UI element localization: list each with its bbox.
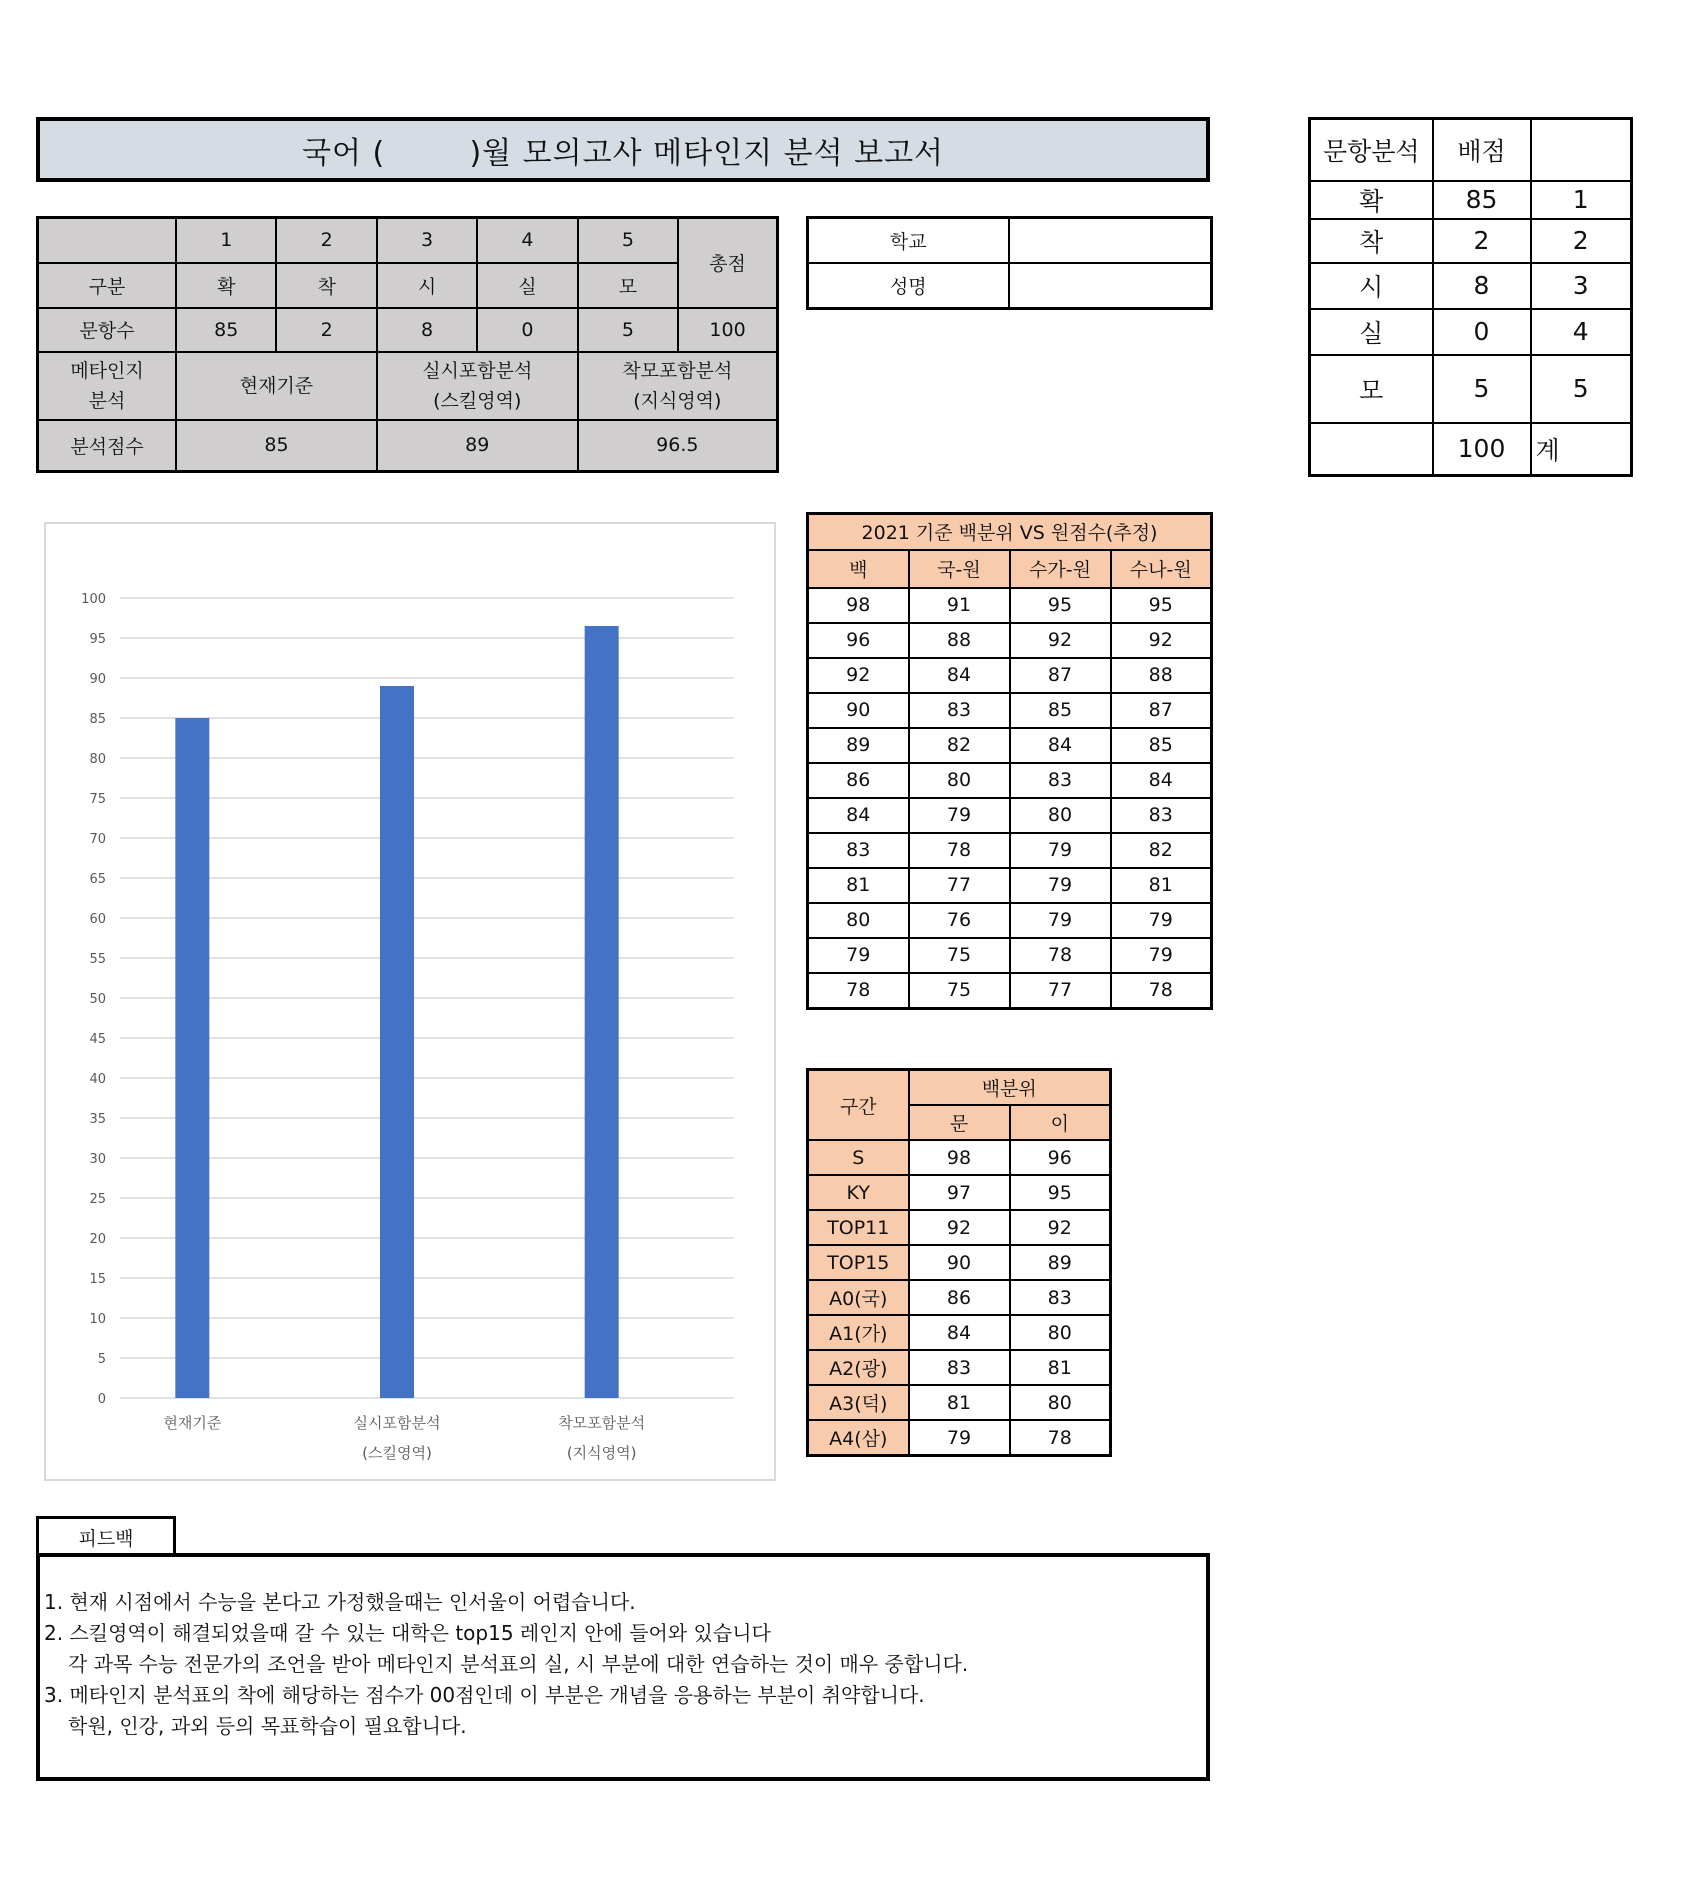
item-row-score: 2 <box>1433 219 1531 263</box>
summary-table <box>36 216 779 473</box>
percentile-cell: 84 <box>909 658 1010 693</box>
range-value-cell: 92 <box>909 1210 1010 1245</box>
y-tick-label: 0 <box>97 1392 106 1407</box>
x-tick-label: (스킬영역) <box>362 1444 432 1462</box>
percentile-row <box>808 833 1212 868</box>
percentile-row <box>808 728 1212 763</box>
range-name-cell: S <box>808 1140 909 1175</box>
range-value-cell: 80 <box>1010 1315 1111 1350</box>
range-subheader: 이 <box>1010 1105 1111 1140</box>
percentile-cell: 78 <box>808 973 909 1009</box>
y-tick-label: 85 <box>89 712 106 727</box>
percentile-cell: 82 <box>1111 833 1212 868</box>
item-row-label: 실 <box>1310 309 1433 355</box>
feedback-line: 각 과목 수능 전문가의 조언을 받아 메타인지 분석표의 실, 시 부분에 대한 연습하는 것이 매우 중합니다. <box>68 1652 969 1676</box>
range-row <box>808 1175 1111 1210</box>
summary-count-5: 5 <box>578 308 678 352</box>
percentile-table <box>806 512 1213 1010</box>
summary-meta-knowledge: 착모포함분석 (지식영역) <box>578 352 778 420</box>
percentile-row <box>808 658 1212 693</box>
percentile-cell: 87 <box>1010 658 1111 693</box>
range-value-cell: 97 <box>909 1175 1010 1210</box>
percentile-cell: 79 <box>1010 868 1111 903</box>
summary-category-4: 실 <box>477 263 577 308</box>
percentile-row <box>808 903 1212 938</box>
percentile-cell: 84 <box>1111 763 1212 798</box>
range-row <box>808 1420 1111 1456</box>
bar-3 <box>585 626 619 1398</box>
percentile-table-title: 2021 기준 백분위 VS 원점수(추정) <box>808 514 1212 550</box>
range-value-cell: 89 <box>1010 1245 1111 1280</box>
percentile-cell: 90 <box>808 693 909 728</box>
x-tick-label: 실시포함분석 <box>353 1414 441 1432</box>
y-tick-label: 50 <box>89 992 106 1007</box>
summary-corner-cell <box>38 218 177 263</box>
name-value[interactable] <box>1009 263 1212 309</box>
range-value-cell: 98 <box>909 1140 1010 1175</box>
summary-num-5: 5 <box>578 218 678 263</box>
y-tick-label: 25 <box>89 1192 106 1207</box>
percentile-cell: 83 <box>808 833 909 868</box>
score-bar-chart <box>44 522 776 1481</box>
percentile-cell: 87 <box>1111 693 1212 728</box>
summary-category-2: 착 <box>276 263 376 308</box>
percentile-cell: 98 <box>808 588 909 623</box>
percentile-cell: 78 <box>909 833 1010 868</box>
percentile-row <box>808 763 1212 798</box>
school-label: 학교 <box>808 218 1009 264</box>
summary-total-value: 100 <box>678 308 777 352</box>
summary-count-1: 85 <box>176 308 276 352</box>
range-value-cell: 81 <box>909 1385 1010 1420</box>
range-value-cell: 83 <box>909 1350 1010 1385</box>
item-total-score: 100 <box>1433 423 1531 476</box>
summary-score-current: 85 <box>176 420 377 472</box>
y-tick-label: 30 <box>89 1152 106 1167</box>
report-title <box>36 117 1210 182</box>
percentile-cell: 85 <box>1111 728 1212 763</box>
summary-count-label: 문항수 <box>38 308 177 352</box>
item-analysis-table <box>1308 117 1633 477</box>
range-value-cell: 79 <box>909 1420 1010 1456</box>
y-tick-label: 5 <box>97 1352 106 1367</box>
percentile-cell: 83 <box>1010 763 1111 798</box>
percentile-cell: 79 <box>1010 903 1111 938</box>
percentile-cell: 84 <box>808 798 909 833</box>
percentile-cell: 89 <box>808 728 909 763</box>
percentile-header: 백 <box>808 550 909 588</box>
chart-canvas <box>46 524 774 1479</box>
percentile-header: 수가-원 <box>1010 550 1111 588</box>
percentile-cell: 78 <box>1111 973 1212 1009</box>
feedback-line: 3. 메타인지 분석표의 착에 해당하는 점수가 00점인데 이 부분은 개념을 응용하는 부분이 취약합니다. <box>44 1683 925 1707</box>
y-tick-label: 40 <box>89 1072 106 1087</box>
y-tick-label: 60 <box>89 912 106 927</box>
item-row-label: 시 <box>1310 263 1433 309</box>
item-row-index: 1 <box>1531 181 1632 219</box>
item-total-label: 계 <box>1531 423 1632 476</box>
range-value-cell: 86 <box>909 1280 1010 1315</box>
range-value-cell: 84 <box>909 1315 1010 1350</box>
range-label: 구간 <box>808 1070 909 1141</box>
summary-meta-label: 메타인지 분석 <box>38 352 177 420</box>
range-name-cell: A2(광) <box>808 1350 909 1385</box>
item-row-index: 2 <box>1531 219 1632 263</box>
feedback-box <box>36 1553 1210 1781</box>
item-header-analysis: 문항분석 <box>1310 119 1433 181</box>
percentile-cell: 83 <box>909 693 1010 728</box>
percentile-cell: 75 <box>909 938 1010 973</box>
percentile-cell: 79 <box>909 798 1010 833</box>
percentile-cell: 81 <box>1111 868 1212 903</box>
y-tick-label: 10 <box>89 1312 106 1327</box>
feedback-line: 2. 스킬영역이 해결되었을때 갈 수 있는 대학은 top15 레인지 안에 들어와 있습니다 <box>44 1621 771 1645</box>
range-row <box>808 1245 1111 1280</box>
percentile-cell: 80 <box>909 763 1010 798</box>
summary-num-2: 2 <box>276 218 376 263</box>
percentile-header: 국-원 <box>909 550 1010 588</box>
y-tick-label: 55 <box>89 952 106 967</box>
name-label: 성명 <box>808 263 1009 309</box>
summary-category-5: 모 <box>578 263 678 308</box>
percentile-cell: 79 <box>1111 938 1212 973</box>
x-tick-label: 현재기준 <box>163 1414 222 1432</box>
range-subheader: 문 <box>909 1105 1010 1140</box>
feedback-tab-label: 피드백 <box>78 1528 134 1550</box>
y-tick-label: 90 <box>89 672 106 687</box>
percentile-cell: 76 <box>909 903 1010 938</box>
summary-num-3: 3 <box>377 218 477 263</box>
summary-meta-current: 현재기준 <box>176 352 377 420</box>
summary-meta-skill: 실시포함분석 (스킬영역) <box>377 352 578 420</box>
summary-count-3: 8 <box>377 308 477 352</box>
summary-score-label: 분석점수 <box>38 420 177 472</box>
percentile-cell: 82 <box>909 728 1010 763</box>
bar-2 <box>380 686 414 1398</box>
range-percentile-label: 백분위 <box>909 1070 1111 1106</box>
item-row-label: 착 <box>1310 219 1433 263</box>
range-row <box>808 1385 1111 1420</box>
y-tick-label: 45 <box>89 1032 106 1047</box>
item-row-score: 85 <box>1433 181 1531 219</box>
range-value-cell: 96 <box>1010 1140 1111 1175</box>
y-tick-label: 70 <box>89 832 106 847</box>
percentile-cell: 77 <box>1010 973 1111 1009</box>
y-tick-label: 65 <box>89 872 106 887</box>
percentile-row <box>808 973 1212 1009</box>
percentile-row <box>808 588 1212 623</box>
y-tick-label: 100 <box>81 592 106 607</box>
percentile-row <box>808 938 1212 973</box>
summary-total-label: 총점 <box>678 218 777 308</box>
percentile-cell: 77 <box>909 868 1010 903</box>
bar-1 <box>175 718 209 1398</box>
item-row-label: 확 <box>1310 181 1433 219</box>
range-value-cell: 95 <box>1010 1175 1111 1210</box>
range-value-cell: 90 <box>909 1245 1010 1280</box>
percentile-cell: 75 <box>909 973 1010 1009</box>
percentile-cell: 95 <box>1010 588 1111 623</box>
percentile-row <box>808 693 1212 728</box>
range-row <box>808 1280 1111 1315</box>
percentile-cell: 80 <box>808 903 909 938</box>
percentile-cell: 88 <box>1111 658 1212 693</box>
summary-count-2: 2 <box>276 308 376 352</box>
summary-category-label: 구분 <box>38 263 177 308</box>
y-tick-label: 15 <box>89 1272 106 1287</box>
range-name-cell: KY <box>808 1175 909 1210</box>
item-row-score: 0 <box>1433 309 1531 355</box>
summary-score-knowledge: 96.5 <box>578 420 778 472</box>
range-row <box>808 1350 1111 1385</box>
school-value[interactable] <box>1009 218 1212 264</box>
percentile-row <box>808 623 1212 658</box>
range-value-cell: 80 <box>1010 1385 1111 1420</box>
range-name-cell: A0(국) <box>808 1280 909 1315</box>
range-value-cell: 92 <box>1010 1210 1111 1245</box>
percentile-cell: 88 <box>909 623 1010 658</box>
percentile-cell: 83 <box>1111 798 1212 833</box>
item-header-score: 배점 <box>1433 119 1531 181</box>
range-row <box>808 1210 1111 1245</box>
range-name-cell: A4(삼) <box>808 1420 909 1456</box>
summary-score-skill: 89 <box>377 420 578 472</box>
range-row <box>808 1315 1111 1350</box>
summary-category-1: 확 <box>176 263 276 308</box>
feedback-tab <box>36 1516 176 1556</box>
percentile-row <box>808 868 1212 903</box>
range-row <box>808 1140 1111 1175</box>
summary-num-1: 1 <box>176 218 276 263</box>
y-tick-label: 80 <box>89 752 106 767</box>
percentile-cell: 85 <box>1010 693 1111 728</box>
y-tick-label: 35 <box>89 1112 106 1127</box>
summary-num-4: 4 <box>477 218 577 263</box>
percentile-cell: 92 <box>1111 623 1212 658</box>
range-name-cell: TOP11 <box>808 1210 909 1245</box>
report-title-text: 국어 ( )월 모의고사 메타인지 분석 보고서 <box>301 135 945 171</box>
percentile-cell: 96 <box>808 623 909 658</box>
feedback-line: 학원, 인강, 과외 등의 목표학습이 필요합니다. <box>68 1714 467 1738</box>
percentile-cell: 81 <box>808 868 909 903</box>
feedback-line: 1. 현재 시점에서 수능을 본다고 가정했을때는 인서울이 어렵습니다. <box>44 1590 636 1614</box>
percentile-cell: 86 <box>808 763 909 798</box>
item-row-score: 5 <box>1433 355 1531 423</box>
percentile-cell: 84 <box>1010 728 1111 763</box>
range-value-cell: 78 <box>1010 1420 1111 1456</box>
range-name-cell: TOP15 <box>808 1245 909 1280</box>
percentile-row <box>808 798 1212 833</box>
range-table <box>806 1068 1112 1457</box>
range-value-cell: 81 <box>1010 1350 1111 1385</box>
range-value-cell: 83 <box>1010 1280 1111 1315</box>
x-tick-label: 착모포함분석 <box>558 1414 646 1432</box>
summary-count-4: 0 <box>477 308 577 352</box>
item-row-index: 4 <box>1531 309 1632 355</box>
y-tick-label: 95 <box>89 632 106 647</box>
x-tick-label: (지식영역) <box>566 1444 637 1462</box>
percentile-cell: 79 <box>1010 833 1111 868</box>
percentile-cell: 78 <box>1010 938 1111 973</box>
percentile-cell: 79 <box>808 938 909 973</box>
item-row-index: 3 <box>1531 263 1632 309</box>
percentile-cell: 92 <box>1010 623 1111 658</box>
percentile-cell: 95 <box>1111 588 1212 623</box>
percentile-header: 수나-원 <box>1111 550 1212 588</box>
student-info-table <box>806 216 1213 310</box>
percentile-cell: 91 <box>909 588 1010 623</box>
item-header-blank <box>1531 119 1632 181</box>
range-name-cell: A3(덕) <box>808 1385 909 1420</box>
percentile-cell: 79 <box>1111 903 1212 938</box>
y-tick-label: 75 <box>89 792 106 807</box>
y-tick-label: 20 <box>89 1232 106 1247</box>
percentile-cell: 92 <box>808 658 909 693</box>
summary-category-3: 시 <box>377 263 477 308</box>
range-name-cell: A1(가) <box>808 1315 909 1350</box>
item-row-label: 모 <box>1310 355 1433 423</box>
item-row-index: 5 <box>1531 355 1632 423</box>
item-row-score: 8 <box>1433 263 1531 309</box>
percentile-cell: 80 <box>1010 798 1111 833</box>
item-total-blank <box>1310 423 1433 476</box>
